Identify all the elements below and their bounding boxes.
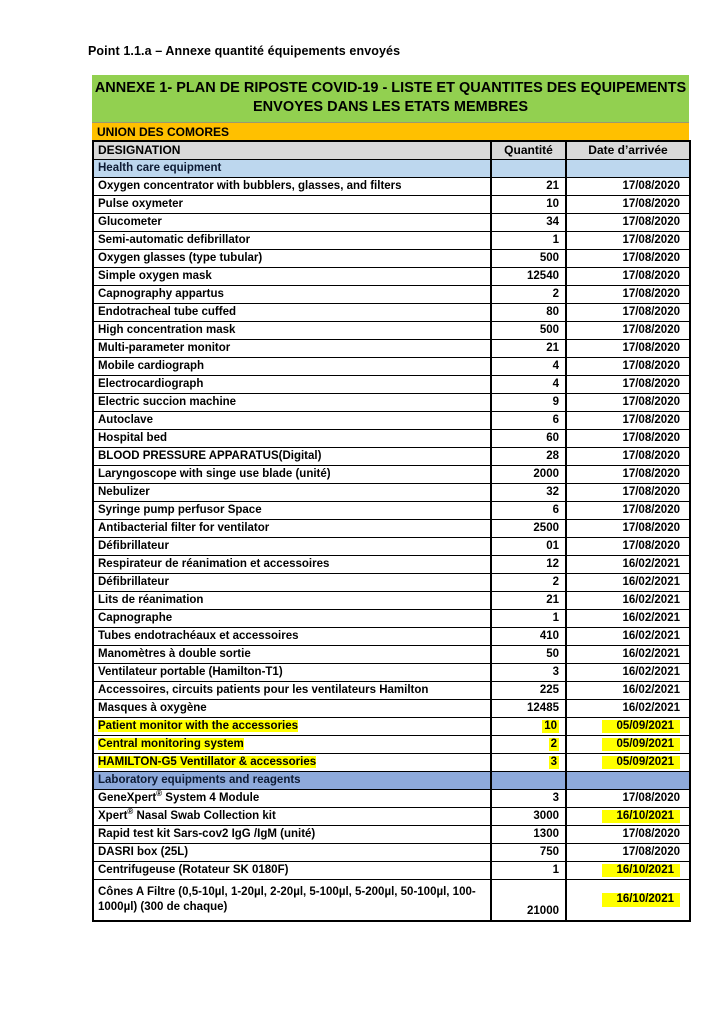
table-row <box>93 501 690 519</box>
table-row <box>93 627 690 645</box>
date-cell: 16/10/2021 <box>566 879 690 921</box>
designation-cell: BLOOD PRESSURE APPARATUS(Digital) <box>93 447 491 465</box>
table-row <box>93 285 690 303</box>
quantity-cell: 3000 <box>491 807 566 825</box>
designation-cell: GeneXpert® System 4 Module <box>93 789 491 807</box>
quantity-cell: 60 <box>491 429 566 447</box>
date-cell: 17/08/2020 <box>566 375 690 393</box>
quantity-cell: 12485 <box>491 699 566 717</box>
quantity-cell: 2 <box>491 735 566 753</box>
designation-cell: High concentration mask <box>93 321 491 339</box>
designation-cell: Nebulizer <box>93 483 491 501</box>
table-row <box>93 411 690 429</box>
quantity-cell: 21 <box>491 339 566 357</box>
quantity-cell: 1 <box>491 861 566 879</box>
table-row <box>93 357 690 375</box>
table-row <box>93 321 690 339</box>
designation-cell: Central monitoring system <box>93 735 491 753</box>
quantity-cell: 500 <box>491 249 566 267</box>
region-bar: UNION DES COMORES <box>92 122 689 140</box>
table-row <box>93 609 690 627</box>
date-cell: 17/08/2020 <box>566 339 690 357</box>
quantity-cell: 4 <box>491 375 566 393</box>
table-row <box>93 591 690 609</box>
quantity-cell: 21 <box>491 591 566 609</box>
quantity-cell: 3 <box>491 663 566 681</box>
quantity-cell: 21 <box>491 177 566 195</box>
table-row <box>93 843 690 861</box>
designation-cell: Pulse oxymeter <box>93 195 491 213</box>
quantity-cell: 2 <box>491 285 566 303</box>
quantity-cell: 410 <box>491 627 566 645</box>
date-cell: 16/02/2021 <box>566 591 690 609</box>
column-header-date: Date d’arrivée <box>566 141 690 159</box>
table-row <box>93 681 690 699</box>
quantity-cell: 2 <box>491 573 566 591</box>
annex-banner-line2: ENVOYES DANS LES ETATS MEMBRES <box>253 99 528 116</box>
table-row <box>93 645 690 663</box>
date-cell: 16/02/2021 <box>566 573 690 591</box>
quantity-cell: 225 <box>491 681 566 699</box>
date-cell: 17/08/2020 <box>566 195 690 213</box>
quantity-cell: 1 <box>491 231 566 249</box>
section-empty-cell <box>491 159 566 177</box>
date-cell: 16/10/2021 <box>566 861 690 879</box>
designation-cell: Défibrillateur <box>93 573 491 591</box>
designation-cell: Endotracheal tube cuffed <box>93 303 491 321</box>
column-header-designation: DESIGNATION <box>93 141 491 159</box>
designation-cell: Laryngoscope with singe use blade (unité) <box>93 465 491 483</box>
table-row <box>93 231 690 249</box>
quantity-cell: 10 <box>491 195 566 213</box>
table-row <box>93 267 690 285</box>
designation-cell: Respirateur de réanimation et accessoires <box>93 555 491 573</box>
table-row <box>93 537 690 555</box>
column-header-quantity: Quantité <box>491 141 566 159</box>
date-cell: 17/08/2020 <box>566 249 690 267</box>
designation-cell: Lits de réanimation <box>93 591 491 609</box>
annex-sheet <box>92 75 689 922</box>
designation-cell: Oxygen glasses (type tubular) <box>93 249 491 267</box>
table-row <box>93 483 690 501</box>
date-cell: 16/02/2021 <box>566 645 690 663</box>
date-cell: 17/08/2020 <box>566 357 690 375</box>
annex-banner-line1: ANNEXE 1- PLAN DE RIPOSTE COVID-19 - LISTE ET QUANTITES DES EQUIPEMENTS <box>94 80 687 96</box>
date-cell: 17/08/2020 <box>566 267 690 285</box>
designation-cell: Autoclave <box>93 411 491 429</box>
date-cell: 17/08/2020 <box>566 825 690 843</box>
section-empty-cell <box>491 771 566 789</box>
date-cell: 17/08/2020 <box>566 465 690 483</box>
designation-cell: Simple oxygen mask <box>93 267 491 285</box>
table-row <box>93 375 690 393</box>
designation-cell: Ventilateur portable (Hamilton-T1) <box>93 663 491 681</box>
date-cell: 17/08/2020 <box>566 483 690 501</box>
equipment-table <box>92 140 691 922</box>
date-cell: 16/02/2021 <box>566 609 690 627</box>
quantity-cell: 2000 <box>491 465 566 483</box>
designation-cell: Centrifugeuse (Rotateur SK 0180F) <box>93 861 491 879</box>
date-cell: 05/09/2021 <box>566 717 690 735</box>
date-cell: 16/10/2021 <box>566 807 690 825</box>
date-cell: 17/08/2020 <box>566 285 690 303</box>
table-row <box>93 663 690 681</box>
quantity-cell: 2500 <box>491 519 566 537</box>
table-row <box>93 717 690 735</box>
designation-cell: Multi-parameter monitor <box>93 339 491 357</box>
designation-cell: Semi-automatic defibrillator <box>93 231 491 249</box>
designation-cell: Antibacterial filter for ventilator <box>93 519 491 537</box>
quantity-cell: 1300 <box>491 825 566 843</box>
quantity-cell: 10 <box>491 717 566 735</box>
quantity-cell: 34 <box>491 213 566 231</box>
section-header-row <box>93 771 690 789</box>
date-cell: 17/08/2020 <box>566 393 690 411</box>
date-cell: 17/08/2020 <box>566 501 690 519</box>
table-row <box>93 249 690 267</box>
quantity-cell: 01 <box>491 537 566 555</box>
designation-cell: Electrocardiograph <box>93 375 491 393</box>
quantity-cell: 3 <box>491 789 566 807</box>
table-row <box>93 879 690 921</box>
date-cell: 16/02/2021 <box>566 627 690 645</box>
date-cell: 05/09/2021 <box>566 735 690 753</box>
table-row <box>93 555 690 573</box>
table-row <box>93 807 690 825</box>
table-row <box>93 195 690 213</box>
table-row <box>93 519 690 537</box>
table-row <box>93 573 690 591</box>
date-cell: 16/02/2021 <box>566 699 690 717</box>
date-cell: 16/02/2021 <box>566 555 690 573</box>
date-cell: 17/08/2020 <box>566 213 690 231</box>
quantity-cell: 3 <box>491 753 566 771</box>
table-row <box>93 735 690 753</box>
section-header-row <box>93 159 690 177</box>
table-row <box>93 699 690 717</box>
section-empty-cell <box>566 159 690 177</box>
quantity-cell: 12540 <box>491 267 566 285</box>
date-cell: 16/02/2021 <box>566 663 690 681</box>
designation-cell: Mobile cardiograph <box>93 357 491 375</box>
table-row <box>93 177 690 195</box>
section-empty-cell <box>566 771 690 789</box>
date-cell: 16/02/2021 <box>566 681 690 699</box>
date-cell: 17/08/2020 <box>566 519 690 537</box>
quantity-cell: 4 <box>491 357 566 375</box>
quantity-cell: 80 <box>491 303 566 321</box>
quantity-cell: 9 <box>491 393 566 411</box>
annex-banner <box>92 75 689 122</box>
quantity-cell: 6 <box>491 411 566 429</box>
quantity-cell: 6 <box>491 501 566 519</box>
date-cell: 17/08/2020 <box>566 303 690 321</box>
table-row <box>93 861 690 879</box>
date-cell: 17/08/2020 <box>566 789 690 807</box>
date-cell: 17/08/2020 <box>566 231 690 249</box>
designation-cell: Patient monitor with the accessories <box>93 717 491 735</box>
table-row <box>93 339 690 357</box>
designation-cell: Défibrillateur <box>93 537 491 555</box>
quantity-cell: 1 <box>491 609 566 627</box>
table-row <box>93 303 690 321</box>
date-cell: 17/08/2020 <box>566 429 690 447</box>
date-cell: 05/09/2021 <box>566 753 690 771</box>
quantity-cell: 750 <box>491 843 566 861</box>
date-cell: 17/08/2020 <box>566 321 690 339</box>
quantity-cell: 12 <box>491 555 566 573</box>
designation-cell: DASRI box (25L) <box>93 843 491 861</box>
designation-cell: Cônes A Filtre (0,5-10µl, 1-20µl, 2-20µl, 5-100µl, 5-200µl, 50-100µl, 100-1000µl) (300 de chaque) <box>93 879 491 921</box>
quantity-cell: 28 <box>491 447 566 465</box>
quantity-cell: 500 <box>491 321 566 339</box>
designation-cell: Tubes endotrachéaux et accessoires <box>93 627 491 645</box>
date-cell: 17/08/2020 <box>566 177 690 195</box>
designation-cell: Electric succion machine <box>93 393 491 411</box>
designation-cell: Capnographe <box>93 609 491 627</box>
page-title: Point 1.1.a – Annexe quantité équipements envoyés <box>88 44 401 58</box>
designation-cell: Oxygen concentrator with bubblers, glasses, and filters <box>93 177 491 195</box>
table-row <box>93 393 690 411</box>
designation-cell: Hospital bed <box>93 429 491 447</box>
table-row <box>93 753 690 771</box>
table-row <box>93 465 690 483</box>
designation-cell: Capnography appartus <box>93 285 491 303</box>
date-cell: 17/08/2020 <box>566 843 690 861</box>
equipment-table-body <box>93 141 690 921</box>
section-label: Laboratory equipments and reagents <box>93 771 491 789</box>
table-row <box>93 825 690 843</box>
table-row <box>93 213 690 231</box>
date-cell: 17/08/2020 <box>566 447 690 465</box>
designation-cell: Xpert® Nasal Swab Collection kit <box>93 807 491 825</box>
table-row <box>93 789 690 807</box>
designation-cell: Syringe pump perfusor Space <box>93 501 491 519</box>
date-cell: 17/08/2020 <box>566 537 690 555</box>
table-header-row <box>93 141 690 159</box>
designation-cell: Accessoires, circuits patients pour les ventilateurs Hamilton <box>93 681 491 699</box>
designation-cell: Rapid test kit Sars-cov2 IgG /IgM (unité) <box>93 825 491 843</box>
section-label: Health care equipment <box>93 159 491 177</box>
designation-cell: Masques à oxygène <box>93 699 491 717</box>
table-row <box>93 447 690 465</box>
quantity-cell: 32 <box>491 483 566 501</box>
table-row <box>93 429 690 447</box>
designation-cell: Manomètres à double sortie <box>93 645 491 663</box>
quantity-cell: 21000 <box>491 879 566 921</box>
designation-cell: Glucometer <box>93 213 491 231</box>
designation-cell: HAMILTON-G5 Ventillator & accessories <box>93 753 491 771</box>
date-cell: 17/08/2020 <box>566 411 690 429</box>
quantity-cell: 50 <box>491 645 566 663</box>
